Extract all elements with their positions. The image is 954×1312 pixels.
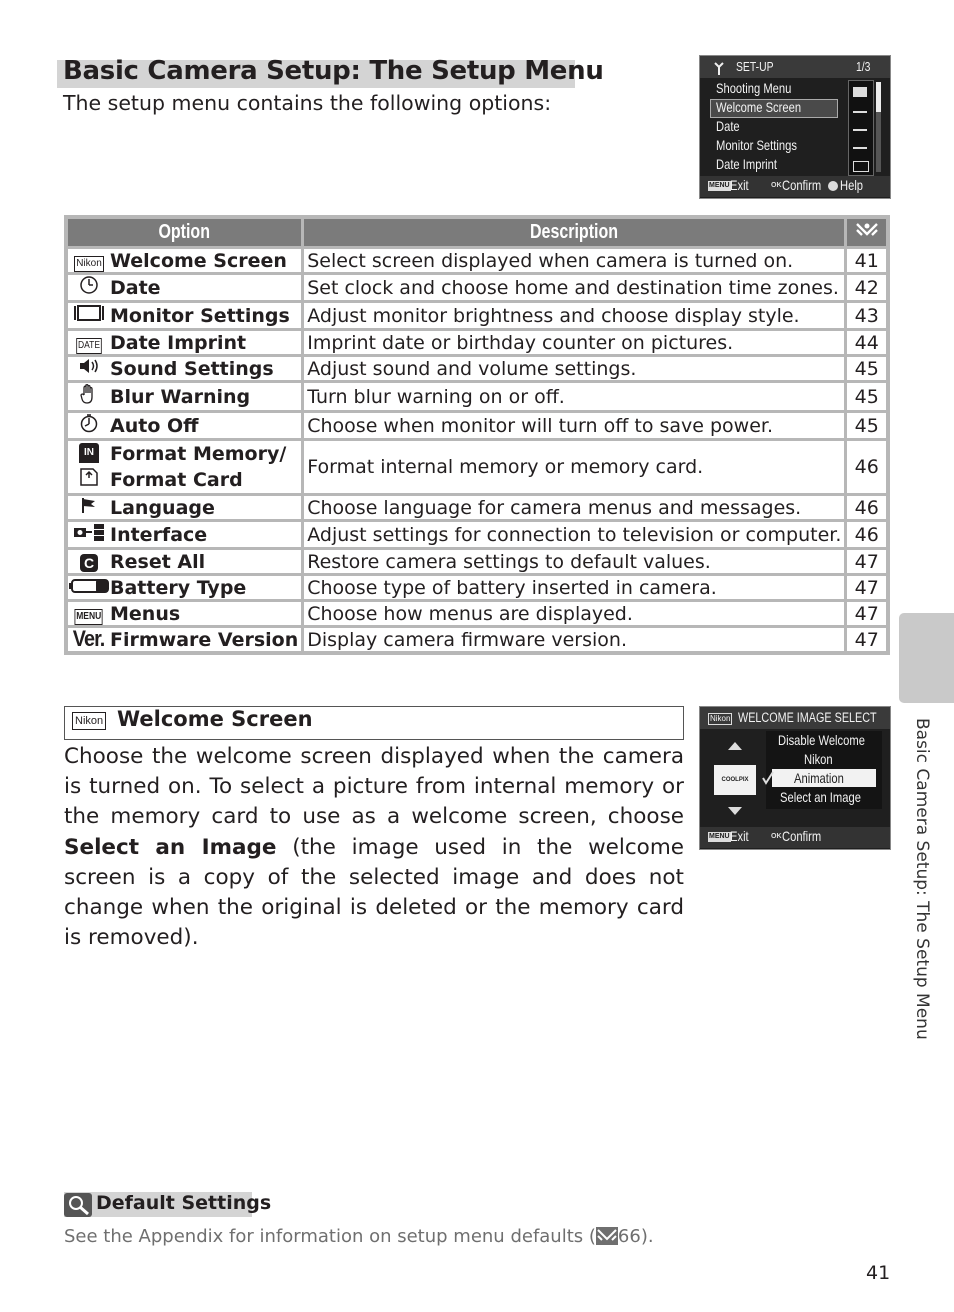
menu-icon: MENU: [75, 609, 103, 625]
down-arrow-icon: [728, 807, 742, 815]
option-description: Choose type of battery inserted in camera.: [303, 575, 846, 601]
setup-menu-item-welcome: Welcome Screen: [716, 99, 802, 115]
hand-icon: [79, 383, 99, 405]
nikon-icon: Nikon: [710, 714, 731, 723]
menu-key-icon: MENU: [709, 182, 730, 189]
reset-icon: C: [80, 554, 98, 572]
option-page: 42: [846, 274, 888, 302]
option-name: Firmware Version: [110, 627, 303, 654]
page-reference-icon: [596, 1227, 618, 1245]
option-name: Date: [110, 274, 303, 302]
table-row: [66, 601, 888, 627]
setup-menu-item-date-imprint: Date Imprint: [716, 156, 777, 172]
setup-menu-screen: [699, 55, 891, 199]
option-name-line: Format Card: [110, 469, 243, 491]
option-page: 46: [846, 495, 888, 521]
table-row: [66, 274, 888, 302]
table-row: [66, 549, 888, 575]
page-subtitle: The setup menu contains the following options:: [63, 91, 552, 115]
option-page: 47: [846, 627, 888, 654]
option-description: Adjust sound and volume settings.: [303, 356, 846, 382]
table-row: [66, 382, 888, 412]
page-title: Basic Camera Setup: The Setup Menu: [63, 56, 604, 86]
welcome-image-select-screen: [699, 706, 891, 850]
option-page: 47: [846, 601, 888, 627]
option-description: Format internal memory or memory card.: [303, 440, 846, 495]
setup-menu-item-date: Date: [716, 118, 740, 134]
flag-icon: [80, 496, 98, 514]
option-description: Restore camera settings to default values.: [303, 549, 846, 575]
table-row: [66, 412, 888, 440]
option-description: Choose when monitor will turn off to save power.: [303, 412, 846, 440]
option-description: Imprint date or birthday counter on pictures.: [303, 330, 846, 356]
option-page: 45: [846, 382, 888, 412]
speaker-icon: [78, 357, 100, 375]
interface-icon: [72, 522, 106, 542]
setup-screen-confirm: Confirm: [782, 177, 822, 193]
setup-screen-icon-column: [848, 80, 874, 176]
option-name: Auto Off: [110, 412, 303, 440]
setup-screen-exit: Exit: [730, 177, 749, 193]
table-row: [66, 356, 888, 382]
table-row: [66, 330, 888, 356]
nikon-icon: Nikon: [72, 712, 106, 730]
table-row: [66, 302, 888, 330]
option-description: Choose language for camera menus and messages.: [303, 495, 846, 521]
monitor-icon: [74, 303, 104, 323]
column-header-option: Option: [66, 217, 303, 248]
format-memory-icon: IN: [79, 443, 99, 463]
memory-card-icon: [79, 467, 99, 487]
option-page: 46: [846, 521, 888, 549]
timer-icon: [79, 413, 99, 433]
table-row: [66, 495, 888, 521]
welcome-screen-body: Choose the welcome screen displayed when the camera is turned on. To select a picture from internal memory or the memory card to use as a welcome screen, choose Select an Image (the image used in the welcome screen is a copy of the selected image and does not change when the original is deleted or the memory card is removed).: [64, 744, 684, 951]
chapter-tab: [899, 613, 954, 703]
default-settings-title: Default Settings: [96, 1192, 272, 1214]
option-name: Welcome Screen: [110, 248, 303, 274]
welcome-screen-heading: Welcome Screen: [117, 707, 313, 731]
setup-menu-item-monitor: Monitor Settings: [716, 137, 797, 153]
welcome-option-disable: Disable Welcome: [778, 732, 865, 748]
welcome-option-animation: Animation: [794, 770, 844, 786]
checkmark-icon: [762, 771, 774, 785]
setup-options-table: [64, 215, 890, 655]
table-header-row: [66, 217, 888, 248]
setup-screen-scrollbar: [876, 82, 881, 172]
table-row: [66, 248, 888, 274]
option-name: Interface: [110, 521, 303, 549]
option-page: 47: [846, 549, 888, 575]
page-number: 41: [866, 1262, 891, 1284]
page-reference-icon: [855, 220, 879, 240]
clock-icon: [79, 275, 99, 295]
table-row: [66, 575, 888, 601]
setup-screen-help: Help: [840, 177, 864, 193]
battery-icon: [68, 578, 110, 594]
option-name: Blur Warning: [110, 382, 303, 412]
wrench-icon: [714, 62, 724, 76]
option-description: Choose how menus are displayed.: [303, 601, 846, 627]
welcome-option-nikon: Nikon: [804, 751, 833, 767]
option-page: 45: [846, 356, 888, 382]
welcome-screen-confirm: Confirm: [782, 828, 822, 844]
option-name-line: Format Memory/: [110, 443, 287, 465]
option-name: Menus: [110, 601, 303, 627]
option-name: [110, 440, 303, 495]
setup-screen-title: SET-UP: [736, 59, 774, 74]
option-page: 44: [846, 330, 888, 356]
welcome-option-select-image: Select an Image: [780, 789, 861, 805]
table-row: [66, 627, 888, 654]
option-description: Adjust settings for connection to television or computer.: [303, 521, 846, 549]
ok-key-icon: OK: [771, 182, 782, 189]
option-description: Turn blur warning on or off.: [303, 382, 846, 412]
setup-screen-page: 1/3: [856, 59, 871, 74]
option-page: 41: [846, 248, 888, 274]
welcome-screen-exit: Exit: [730, 828, 749, 844]
note-icon: [64, 1193, 92, 1217]
option-name: Date Imprint: [110, 330, 303, 356]
option-description: Select screen displayed when camera is turned on.: [303, 248, 846, 274]
option-description: Adjust monitor brightness and choose display style.: [303, 302, 846, 330]
table-row: [66, 440, 888, 495]
option-page: 43: [846, 302, 888, 330]
option-name: Reset All: [110, 549, 303, 575]
page-ref-number: 66: [617, 1226, 641, 1247]
default-settings-text: See the Appendix for information on setup menu defaults ( 66).: [64, 1226, 654, 1247]
setup-menu-item-shooting: Shooting Menu: [716, 80, 792, 96]
welcome-screen-title: WELCOME IMAGE SELECT: [738, 710, 877, 725]
column-header-description: Description: [303, 217, 846, 248]
menu-key-icon: MENU: [709, 833, 730, 840]
help-icon: [828, 181, 838, 191]
table-row: [66, 521, 888, 549]
ok-key-icon: OK: [771, 833, 782, 840]
ver-icon: Ver.: [73, 626, 105, 651]
up-arrow-icon: [728, 742, 742, 750]
option-name: Sound Settings: [110, 356, 303, 382]
column-header-page: [846, 217, 888, 248]
option-name: Battery Type: [110, 575, 303, 601]
option-name: Monitor Settings: [110, 302, 303, 330]
welcome-thumbnail: COOLPIX: [714, 765, 756, 795]
select-image-term: Select an Image: [64, 834, 277, 860]
option-page: 45: [846, 412, 888, 440]
chapter-tab-label: Basic Camera Setup: The Setup Menu: [912, 718, 932, 1040]
option-name: Language: [110, 495, 303, 521]
option-description: Display camera firmware version.: [303, 627, 846, 654]
option-page: 47: [846, 575, 888, 601]
nikon-icon: Nikon: [74, 256, 104, 272]
date-imprint-icon: DATE: [76, 338, 101, 354]
option-description: Set clock and choose home and destination time zones.: [303, 274, 846, 302]
option-page: 46: [846, 440, 888, 495]
